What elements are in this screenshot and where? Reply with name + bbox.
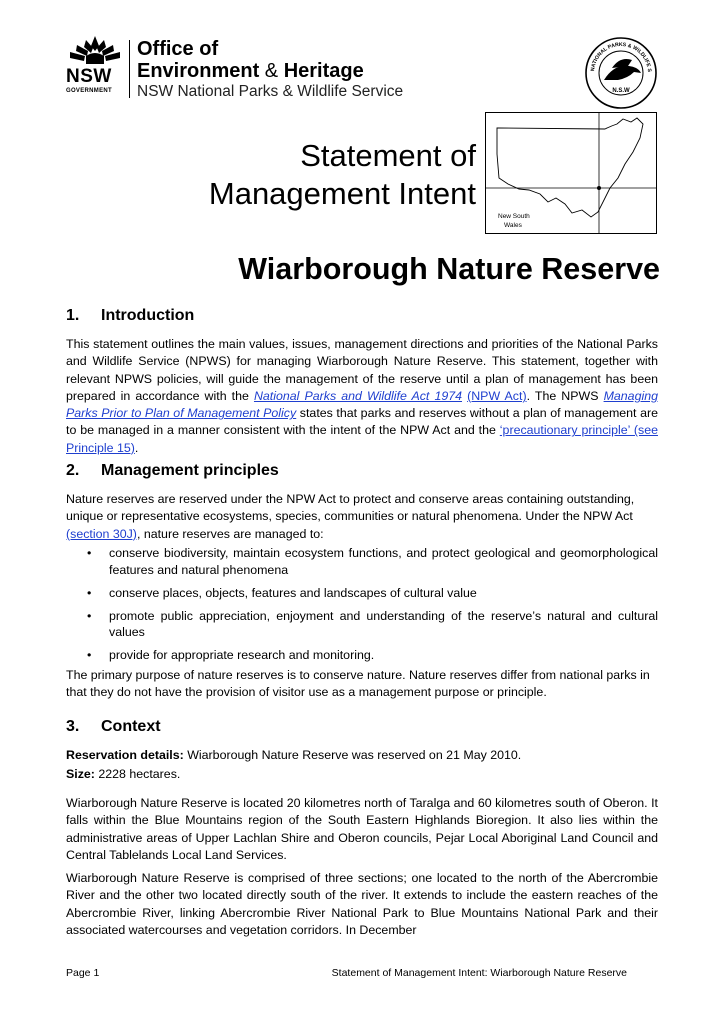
nsw-locality-map: [485, 112, 657, 234]
reserve-size-label: Size:: [66, 767, 95, 781]
map-label-line1: New South: [498, 213, 530, 220]
list-item-text: conserve biodiversity, maintain ecosystem functions, and protect geological and geomorphological features and natural phenomena: [109, 546, 658, 577]
logo-divider: [129, 40, 130, 98]
location-paragraph: Wiarborough Nature Reserve is located 20 kilometres north of Taralga and 60 kilometres south of Oberon. It falls within the Blue Mountains region of the South Eastern Highlands Bioregion. It also lies within the administrative areas of Upper Lachlan Shire and Oberon councils, Pejar Local Aboriginal Land Council and Central Tablelands Local Land Services.: [66, 796, 658, 862]
intro-text-3: states that parks and reserves without a plan of management are to be managed in a manner consistent with the intent of the NPW Act and the: [66, 406, 658, 438]
precautionary-principle-link[interactable]: ‘precautionary principle’ (see Principle 15): [66, 423, 658, 455]
footer-page-number: Page 1: [66, 967, 100, 979]
nsw-wordmark: NSW: [66, 66, 112, 87]
seal-ring-text: NATIONAL PARKS & WILDLIFE S: [590, 41, 653, 73]
map-label-line2: Wales: [504, 222, 522, 229]
section-title: Introduction: [101, 307, 195, 324]
principles-text-2: , nature reserves are managed to:: [136, 526, 324, 541]
npws-seal-icon: [584, 36, 658, 110]
management-principles-intro: [66, 491, 658, 543]
list-item: [66, 647, 658, 664]
list-item: [66, 585, 658, 602]
org-name-line2: [137, 60, 364, 82]
reservation-details-value: Wiarborough Nature Reserve was reserved on 21 May 2010.: [183, 748, 522, 762]
org-name-ampersand: &: [264, 60, 279, 82]
intro-text-4: .: [134, 440, 139, 455]
org-name-line1: Office of: [137, 38, 219, 60]
npw-act-abbrev-link[interactable]: (NPW Act): [467, 388, 527, 403]
footer-document-title: Statement of Management Intent: Wiarborough Nature Reserve: [331, 967, 627, 979]
management-objectives-list: [66, 545, 658, 670]
reserve-name-heading: Wiarborough Nature Reserve: [238, 252, 660, 286]
reservation-details-label: Reservation details:: [66, 748, 184, 762]
list-item-text: conserve places, objects, features and landscapes of cultural value: [109, 585, 477, 600]
section-heading-introduction: [66, 307, 194, 325]
npw-act-link[interactable]: National Parks and Wildlife Act 1974: [253, 388, 463, 403]
primary-purpose-paragraph: The primary purpose of nature reserves is to conserve nature. Nature reserves differ from national parks in that they do not have the provision of visitor use as a management purpose or principle.: [66, 668, 650, 700]
managing-parks-policy-link[interactable]: Managing Parks Prior to Plan of Management Policy: [66, 388, 658, 421]
bullet-icon: •: [87, 608, 92, 623]
section-heading-management-principles: [66, 462, 279, 480]
section-number: 2.: [66, 462, 80, 479]
principles-text-1: Nature reserves are reserved under the NPW Act to protect and conserve areas containing outstanding, unique or representative ecosystems, species, communities or natural phenomena. Under the NPW Act: [66, 492, 635, 524]
intro-text-2: . The NPWS: [526, 388, 604, 403]
list-item: [66, 545, 658, 578]
document-title-line1: Statement of: [300, 138, 476, 173]
list-item: [66, 608, 658, 641]
nsw-government-label: GOVERNMENT: [66, 88, 113, 94]
section-title: Context: [101, 718, 161, 735]
bullet-icon: •: [87, 585, 92, 600]
sections-paragraph: Wiarborough Nature Reserve is comprised of three sections; one located to the north of the Abercrombie River and the other two located directly south of the river. It extends to include the eastern reaches of the Abercrombie River, linking Abercrombie River National Park to Blue Mountains National Park and their associated watercourses and vegetation corridors. In December: [66, 871, 658, 937]
bullet-icon: •: [87, 648, 92, 662]
bullet-icon: •: [87, 546, 92, 560]
org-name-heritage: Heritage: [278, 60, 364, 82]
org-subtitle: NSW National Parks & Wildlife Service: [137, 83, 404, 100]
org-name-environment: Environment: [137, 60, 265, 82]
waratah-logo-icon: [64, 34, 126, 68]
section-heading-context: [66, 718, 161, 736]
intro-text-1: This statement outlines the main values, issues, management directions and priorities of the National Parks and Wildlife Service (NPWS) for managing Wiarborough Nature Reserve. This statement, together with relevant NPWS policies, will guide the management of the reserve until a plan of management has been prepared in accordance with the: [66, 337, 658, 403]
section-title: Management principles: [101, 462, 279, 479]
section-number: 1.: [66, 307, 80, 324]
section-30j-link[interactable]: (section 30J): [66, 526, 137, 541]
reserve-location-marker: [597, 186, 601, 190]
reserve-size: [66, 766, 658, 783]
introduction-paragraph: [66, 336, 658, 457]
list-item-text: provide for appropriate research and monitoring.: [109, 648, 375, 662]
reservation-details: [66, 747, 658, 764]
section-number: 3.: [66, 718, 80, 735]
reserve-size-value: 2228 hectares.: [94, 767, 181, 781]
document-title-line2: Management Intent: [208, 176, 476, 211]
list-item-text: promote public appreciation, enjoyment and understanding of the reserve’s natural and cultural values: [109, 608, 658, 639]
seal-center-text: N.S.W: [612, 88, 630, 94]
